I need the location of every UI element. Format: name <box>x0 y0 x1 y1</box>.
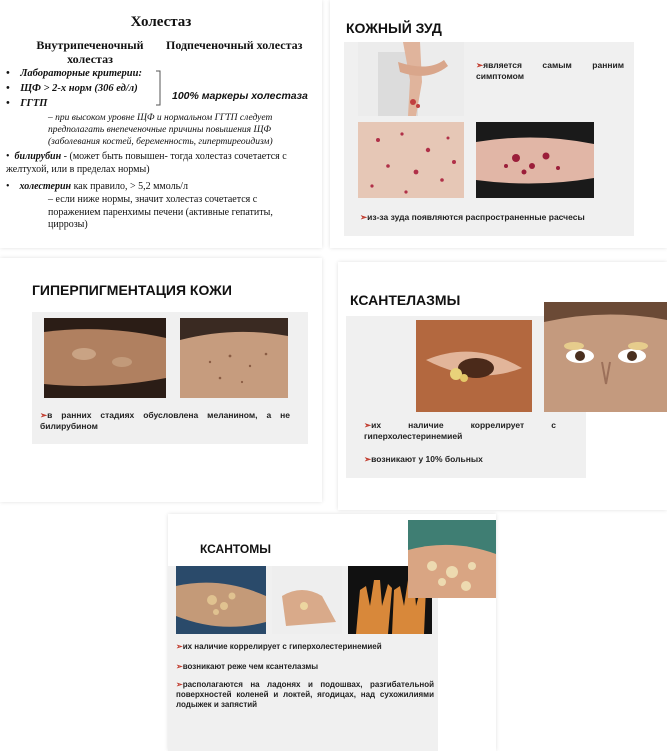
slide-title: Холестаз <box>130 14 192 30</box>
slide-pruritus <box>330 0 667 248</box>
arrow-bullet-icon: ➢ <box>40 410 48 420</box>
photo-excoriations-skin <box>358 122 464 198</box>
arrow-bullet-icon: ➢ <box>364 454 372 464</box>
column-header-intrahepatic: Внутрипеченочный холестаз <box>36 38 144 67</box>
slide-cholestasis <box>0 0 322 248</box>
cholesterol-item: • холестерин как правило, > 5,2 ммоль/л <box>6 181 188 192</box>
arrow-bullet-icon: ➢ <box>176 662 183 671</box>
bullet-hypercholesterolemia: ➢их наличие коррелирует с гиперхолестеринемией <box>364 420 556 441</box>
arrow-bullet-icon: ➢ <box>176 680 183 689</box>
bullet-locations: ➢располагаются на ладонях и подошвах, разгибательной поверхностей коленей и локтей, ягодицах, над сухожилиями лодыжек и запястий <box>176 680 434 709</box>
slide-title: КСАНТЕЛАЗМЫ <box>350 292 461 308</box>
photo-pigmented-forehead <box>180 318 288 398</box>
bullet-earliest-symptom: ➢является самым ранним симптомом <box>476 60 624 81</box>
arrow-bullet-icon: ➢ <box>176 642 183 651</box>
photo-excoriations-leg <box>476 122 594 198</box>
photo-pigmented-arm <box>44 318 166 398</box>
slide-title: КОЖНЫЙ ЗУД <box>346 20 442 36</box>
alp-note: – при высоком уровне ЩФ и нормальном ГГТП следует предполагать внепеченочные причины повышения ЩФ (заболевания костей, беременность, гипертиреоидизм) <box>48 113 273 147</box>
slide-title: ГИПЕРПИГМЕНТАЦИЯ КОЖИ <box>32 282 232 298</box>
cholesterol-note: – если ниже нормы, значит холестаз сочетается с поражением паренхимы печени (активные гепатиты, циррозы) <box>48 194 273 230</box>
photo-scratching-arms <box>358 42 464 116</box>
photo-xanthelasma-face <box>544 302 667 412</box>
bullet-hypercholesterolemia: ➢их наличие коррелирует с гиперхолестеринемией <box>176 642 382 651</box>
bullet-ten-percent: ➢возникают у 10% больных <box>364 454 483 464</box>
photo-xanthoma-foot <box>272 566 342 634</box>
list-item: • ЩФ > 2-х норм (306 ед/л) <box>6 83 138 94</box>
slide-xanthelasma <box>338 262 667 510</box>
bullet-rarer: ➢возникают реже чем ксантелазмы <box>176 662 319 671</box>
brace-icon <box>155 70 165 106</box>
bullet-scratches: ➢из-за зуда появляются распространенные расчесы <box>360 212 585 222</box>
arrow-bullet-icon: ➢ <box>360 212 368 222</box>
arrow-bullet-icon: ➢ <box>364 420 372 430</box>
slide-title: КСАНТОМЫ <box>200 542 271 556</box>
slide-hyperpigmentation <box>0 258 322 502</box>
list-item: • Лабораторные критерии: <box>6 68 142 79</box>
bullet-melanin: ➢в ранних стадиях обусловлена меланином, а не билирубином <box>40 410 290 431</box>
column-header-subhepatic: Подпеченочный холестаз <box>166 38 303 52</box>
bilirubin-item: • билирубин - (может быть повышен- тогда холестаз сочетается с желтухой, или в пределах нормы) <box>6 151 287 175</box>
lab-criteria-list <box>6 66 176 111</box>
photo-xanthelasma-eyelid <box>416 320 532 412</box>
photo-xanthoma-elbow <box>176 566 266 634</box>
slide-xanthoma <box>168 514 496 751</box>
photo-xanthoma-closeup <box>408 520 496 598</box>
list-item: • ГГТП <box>6 98 48 109</box>
arrow-bullet-icon: ➢ <box>476 60 484 70</box>
brace-note: 100% маркеры холестаза <box>172 90 308 102</box>
